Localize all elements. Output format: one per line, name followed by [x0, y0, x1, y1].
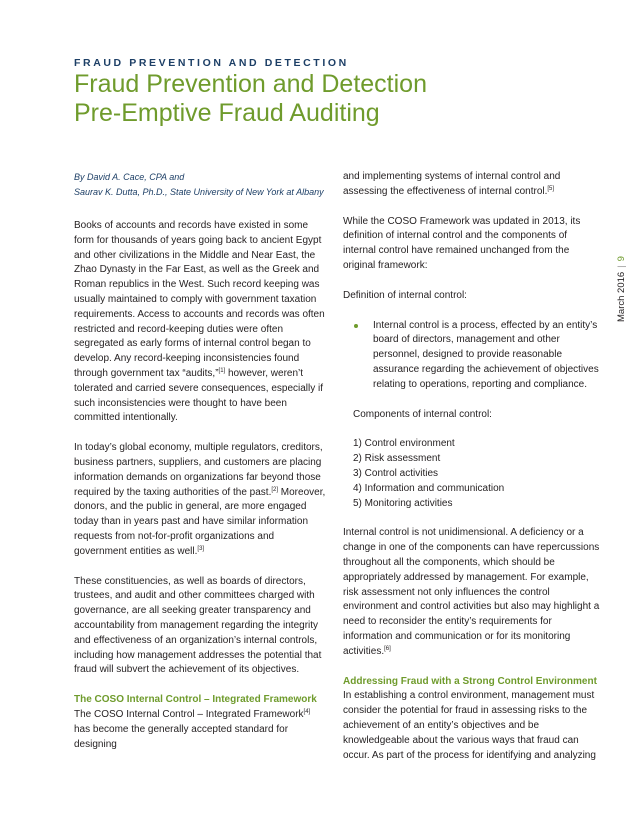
text: Moreover, donors, and the public in general, are more engaged today than in years past and have similar information requests from not-for-profit organizations and government entities as well. [74, 486, 326, 557]
paragraph [343, 526, 601, 659]
paragraph [74, 441, 326, 559]
byline [74, 170, 326, 200]
bullet-item [354, 319, 601, 393]
page-number: 9 [616, 256, 627, 262]
paragraph [343, 170, 601, 200]
separator: | [616, 265, 627, 268]
text: Internal control is not unidimensional. A deficiency or a change in one of the components can have repercussions throughout all the components, which should be appropriately addressed by management. For example, risk assessment not only influences the control environment and control activities but also may highlight a need to reconsider the entity’s requirements for information and communication or for its monitoring activities. [343, 527, 600, 657]
list-item: 4) Information and communication [353, 482, 505, 494]
title-line-1: Fraud Prevention and Detection [74, 70, 427, 98]
paragraph [74, 708, 326, 752]
paragraph: In establishing a control environment, management must consider the potential for fraud in assessing risks to the achievement of an entity’s objectives and be knowledgeable about the various ways that fraud can occur. As part of the process for identifying and analyzing [343, 690, 596, 761]
footnote-ref[interactable]: [6] [384, 645, 391, 652]
text: The COSO Internal Control – Integrated Framework [74, 708, 304, 720]
text: has become the generally accepted standard for designing [74, 723, 289, 750]
text: Internal control is a process, effected by an entity’s board of directors, management and other personnel, designed to provide reasonable assurance regarding the achievement of objectives relating to operations, reporting and compliance. [373, 319, 599, 390]
date-page-label [616, 256, 627, 322]
byline-line-2: Saurav K. Dutta, Ph.D., State University of New York at Albany [74, 187, 324, 197]
paragraph: While the COSO Framework was updated in 2013, its definition of internal control and the components of internal control have remained unchanged from the original framework: [343, 215, 581, 271]
footnote-ref[interactable]: [2] [271, 486, 279, 493]
list-item: 1) Control environment [353, 438, 455, 450]
section-heading: Addressing Fraud with a Strong Control Environment [343, 675, 597, 687]
bullet-dot-icon [354, 324, 358, 328]
components-label: Components of internal control: [353, 408, 492, 420]
page-title [74, 70, 427, 128]
list-item: 3) Control activities [353, 467, 439, 479]
definition-label: Definition of internal control: [343, 289, 467, 301]
title-line-2: Pre-Emptive Fraud Auditing [74, 99, 380, 127]
left-column [74, 170, 326, 752]
text: however, weren’t tolerated and carried severe consequences, especially if such inconsistencies were thought to have been committed intentionally. [74, 367, 324, 424]
list-item: 2) Risk assessment [353, 453, 441, 465]
footnote-ref[interactable]: [4] [303, 708, 311, 715]
components-list [343, 437, 601, 511]
section-heading: The COSO Internal Control – Integrated Framework [74, 694, 317, 706]
footnote-ref[interactable]: [3] [197, 545, 205, 552]
right-column [343, 170, 601, 763]
list-item: 5) Monitoring activities [353, 497, 453, 509]
paragraph: These constituencies, as well as boards of directors, trustees, and audit and other committees charged with governance, are all seeking greater transparency and accountability from management regarding the integrity and effectiveness of an organization’s internal controls, including how management addresses the potential that fraud will subvert the achievement of its objectives. [74, 575, 322, 676]
text: Books of accounts and records have existed in some form for thousands of years going back to ancient Egypt and other civilizations in the Middle and Near East, the Zhao Dynasty in the Far East, as well as the Greek and Roman republics in the West. Such record keeping was usually maintained to comply with government taxation requirements. Access to accounts and records was often restricted and record-keeping duties were often segregated as early forms of internal control began to develop. Any record-keeping inconsistencies found through government tax “audits,” [74, 220, 325, 379]
text: In today’s global economy, multiple regulators, creditors, business partners, suppliers, and customers are placing information demands on organizations far beyond those required by the taxing authorities of the past. [74, 442, 323, 498]
issue-date: March 2016 [616, 271, 627, 322]
footnote-ref[interactable]: [1] [218, 367, 226, 374]
text: and implementing systems of internal control and assessing the effectiveness of internal control. [343, 171, 561, 197]
page-sidebar [602, 226, 627, 336]
section-kicker: FRAUD PREVENTION AND DETECTION [74, 57, 349, 69]
paragraph [74, 219, 326, 426]
footnote-ref[interactable]: [5] [547, 185, 555, 192]
byline-line-1: By David A. Cace, CPA and [74, 172, 185, 182]
